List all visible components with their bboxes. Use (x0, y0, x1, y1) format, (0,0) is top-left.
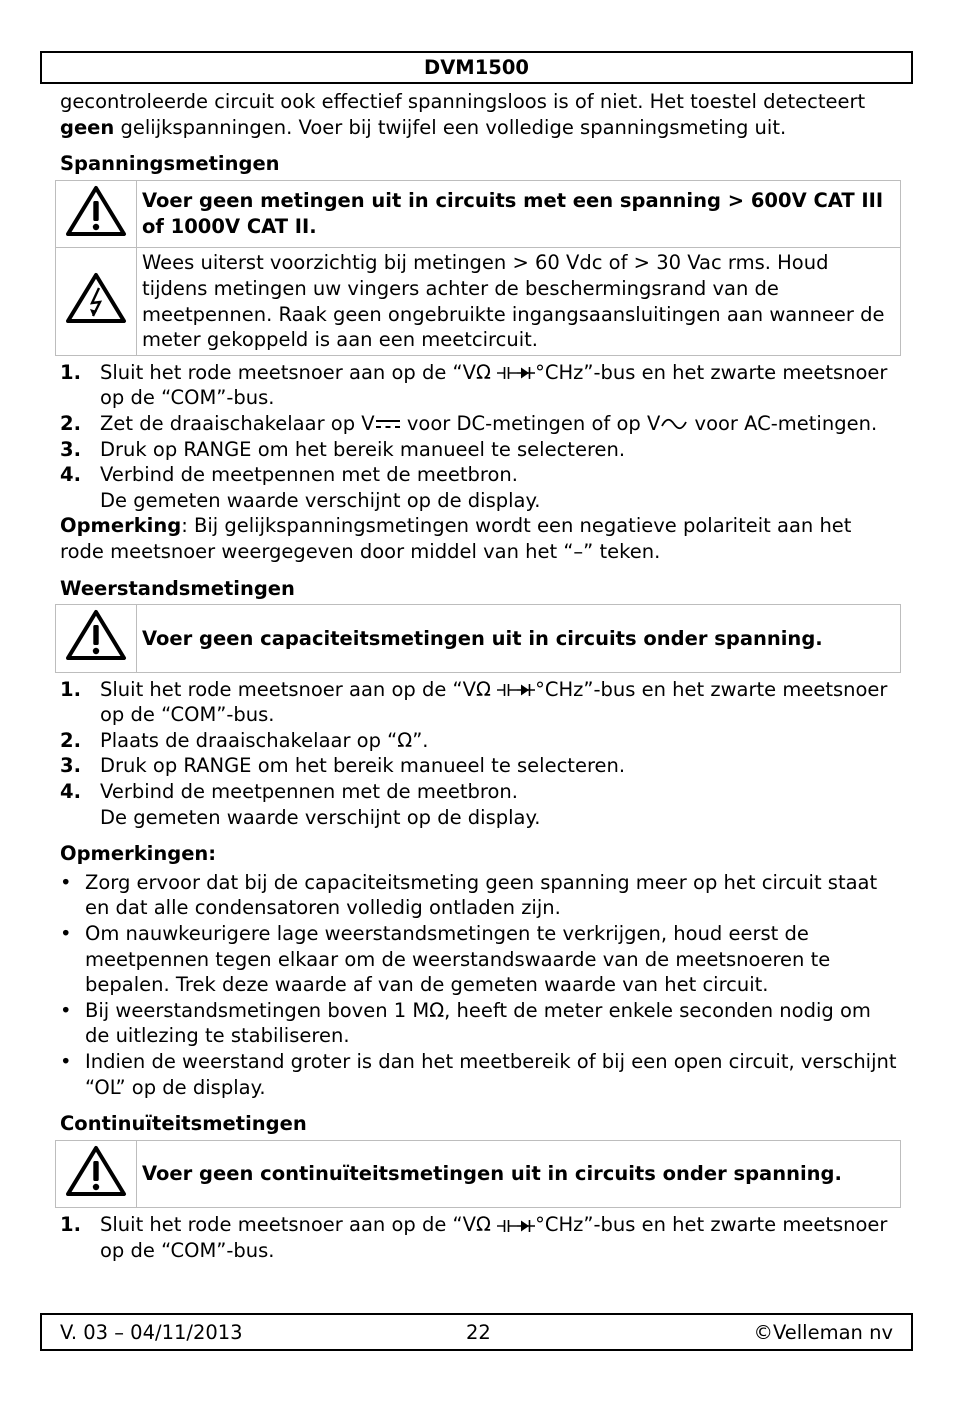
shock-cell (56, 248, 137, 355)
warning-triangle-icon (65, 609, 127, 661)
dc-symbol-icon (375, 417, 401, 431)
ac-symbol-icon (660, 417, 688, 431)
warning-triangle-icon (65, 1145, 127, 1197)
continuity-warning-table (55, 1140, 901, 1209)
remarks-heading: Opmerkingen: (60, 842, 217, 866)
resistance-warning: Voer geen capaciteitsmetingen uit in circuits onder spanning. (137, 605, 901, 673)
voltage-steps (60, 360, 900, 514)
list-item: 4. Verbind de meetpennen met de meetbron. De gemeten waarde verschijnt op de display. (60, 780, 541, 829)
header-title: DVM1500 (424, 56, 529, 79)
document-header (40, 51, 913, 84)
capacitor-symbol-icon (497, 1219, 517, 1233)
resistance-steps (60, 677, 900, 831)
diode-symbol-icon (517, 1219, 535, 1233)
resistance-heading: Weerstandsmetingen (60, 576, 295, 600)
capacitor-symbol-icon (497, 683, 517, 697)
voltage-note: Opmerking: Bij gelijkspanningsmetingen wordt een negatieve polariteit aan het rode meetsnoer weergegeven door middel van het “–” teken. (60, 514, 852, 563)
footer-version: V. 03 – 04/11/2013 (60, 1321, 243, 1344)
voltage-warning-table (55, 180, 901, 356)
list-item: 1. Sluit het rode meetsnoer aan op de “VΩ °CHz”-bus en het zwarte meetsnoer op de “COM”-bus. (60, 360, 888, 410)
warning-cell (56, 180, 137, 248)
electric-shock-triangle-icon (65, 272, 127, 324)
list-item: 3. Druk op RANGE om het bereik manueel te selecteren. (60, 754, 626, 778)
page-content (60, 89, 900, 1264)
diode-symbol-icon (517, 366, 535, 380)
warning-cell (56, 1140, 137, 1208)
footer-copyright: ©Velleman nv (753, 1321, 893, 1344)
voltage-warning-2: Wees uiterst voorzichtig bij metingen > 60 Vdc of > 30 Vac rms. Houd tijdens metingen uw vingers achter de beschermingsrand van de meetpennen. Raak geen ongebruikte ingangsaansluitingen aan wanneer de meter gekoppeld is aan een meetcircuit. (137, 248, 901, 355)
voltage-warning-1: Voer geen metingen uit in circuits met een spanning > 600V CAT III of 1000V CAT II. (137, 180, 901, 248)
diode-symbol-icon (517, 683, 535, 697)
continuity-warning: Voer geen continuïteitsmetingen uit in circuits onder spanning. (137, 1140, 901, 1208)
warning-triangle-icon (65, 185, 127, 237)
list-item: 4. Verbind de meetpennen met de meetbron. De gemeten waarde verschijnt op de display. (60, 463, 541, 512)
resistance-warning-table (55, 604, 901, 673)
warning-cell (56, 605, 137, 673)
list-item: 2. Zet de draaischakelaar op V voor DC-metingen of op V voor AC-metingen. (60, 411, 878, 435)
list-item: 1. Sluit het rode meetsnoer aan op de “VΩ °CHz”-bus en het zwarte meetsnoer op de “COM”-bus. (60, 1213, 888, 1262)
list-item: 2. Plaats de draaischakelaar op “Ω”. (60, 728, 429, 752)
remarks-list (60, 870, 900, 1100)
voltage-heading: Spanningsmetingen (60, 152, 280, 176)
list-item: 1. Sluit het rode meetsnoer aan op de “VΩ °CHz”-bus en het zwarte meetsnoer op de “COM”-bus. (60, 677, 888, 727)
document-footer (40, 1313, 913, 1351)
list-item: • Indien de weerstand groter is dan het meetbereik of bij een open circuit, verschijnt “OL” op de display. (60, 1050, 897, 1099)
continuity-heading: Continuïteitsmetingen (60, 1112, 307, 1136)
list-item: 3. Druk op RANGE om het bereik manueel te selecteren. (60, 437, 626, 461)
footer-page-number: 22 (466, 1321, 491, 1344)
list-item: • Zorg ervoor dat bij de capaciteitsmeting geen spanning meer op het circuit staat en dat alle condensatoren volledig ontladen zijn. (60, 870, 878, 920)
capacitor-symbol-icon (497, 366, 517, 380)
intro-paragraph: gecontroleerde circuit ook effectief spanningsloos is of niet. Het toestel detecteert geen gelijkspanningen. Voer bij twijfel een volledige spanningsmeting uit. (60, 90, 866, 139)
list-item: • Bij weerstandsmetingen boven 1 MΩ, heeft de meter enkele seconden nodig om de uitlezing te stabiliseren. (60, 998, 871, 1048)
continuity-steps (60, 1212, 900, 1263)
list-item: • Om nauwkeurigere lage weerstandsmetingen te verkrijgen, houd eerst de meetpennen tegen elkaar om de weerstandswaarde van de meetsnoeren te bepalen. Trek deze waarde af van de gemeten waarde van het circuit. (60, 922, 831, 997)
